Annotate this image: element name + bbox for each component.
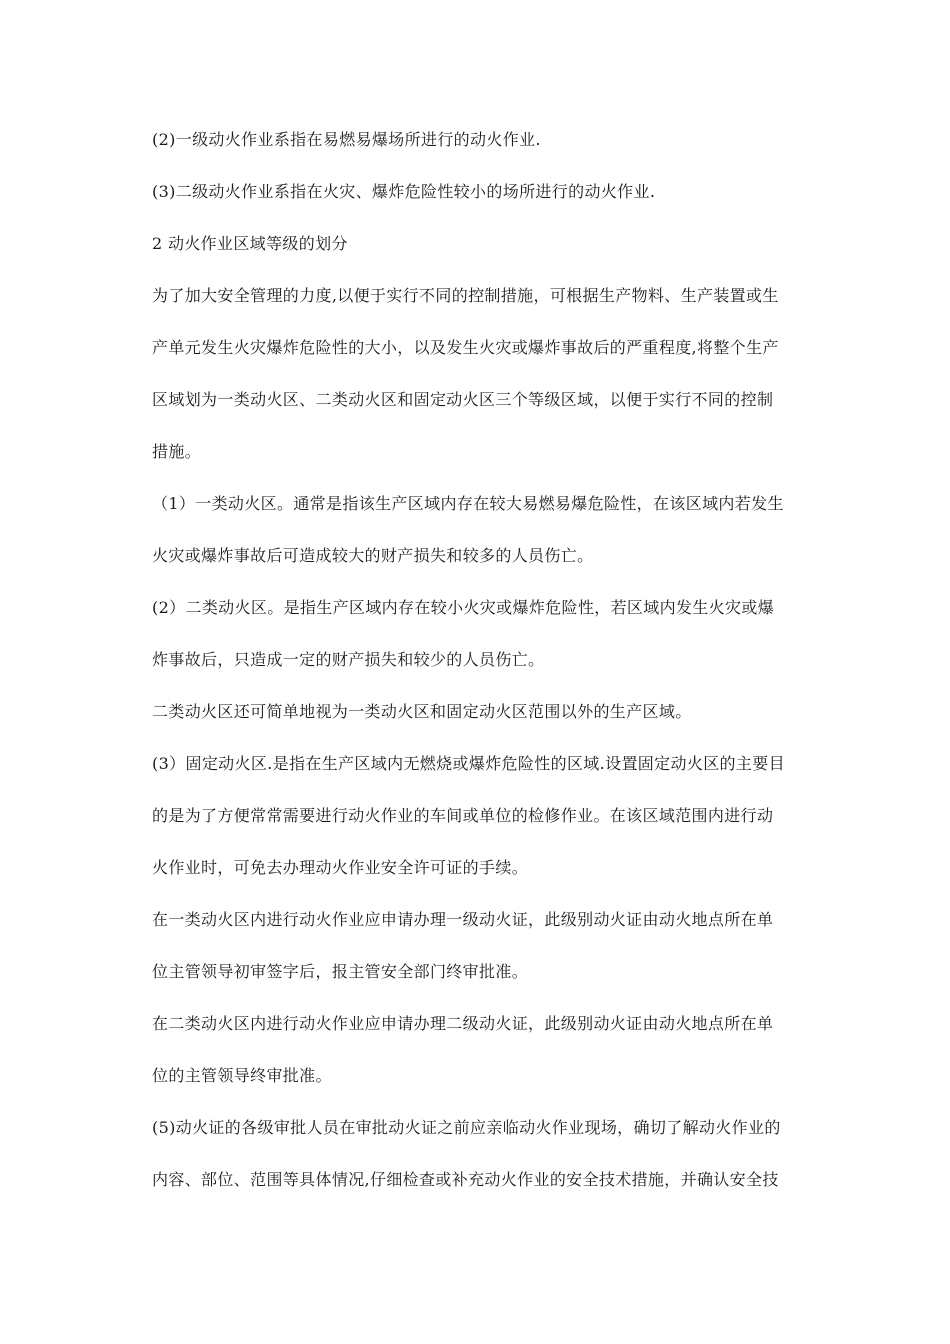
paragraph-first-level-hot-work [152,124,812,176]
text-line: 措施。 [152,442,202,461]
paragraph-class-two-note [152,696,812,748]
text-line: 炸事故后，只造成一定的财产损失和较少的人员伤亡。 [152,650,545,669]
paragraph-fixed-zone [152,748,812,904]
paragraph-class-two-permit [152,1008,812,1112]
text-line: 的是为了方便常常需要进行动火作业的车间或单位的检修作业。在该区域范围内进行动 [152,806,774,825]
text-line: (2)一级动火作业系指在易燃易爆场所进行的动火作业. [152,130,541,149]
text-line: 火作业时，可免去办理动火作业安全许可证的手续。 [152,858,529,877]
paragraph-class-one-zone [152,488,812,592]
text-line: 二类动火区还可简单地视为一类动火区和固定动火区范围以外的生产区域。 [152,702,692,721]
paragraph-approver-duties [152,1112,812,1216]
text-line: 在二类动火区内进行动火作业应申请办理二级动火证，此级别动火证由动火地点所在单 [152,1014,774,1033]
text-line: 产单元发生火灾爆炸危险性的大小，以及发生火灾或爆炸事故后的严重程度,将整个生产 [152,338,779,357]
text-line: （1）一类动火区。通常是指该生产区域内存在较大易燃易爆危险性，在该区域内若发生 [152,494,784,513]
text-line: 位的主管领导终审批准。 [152,1066,332,1085]
document-body [152,124,812,1216]
text-line: (2）二类动火区。是指生产区域内存在较小火灾或爆炸危险性，若区域内发生火灾或爆 [152,598,775,617]
text-line: 为了加大安全管理的力度,以便于实行不同的控制措施，可根据生产物料、生产装置或生 [152,286,779,305]
text-line: 内容、部位、范围等具体情况,仔细检查或补充动火作业的安全技术措施，并确认安全技 [152,1170,779,1189]
text-line: 在一类动火区内进行动火作业应申请办理一级动火证，此级别动火证由动火地点所在单 [152,910,774,929]
text-line: 区域划为一类动火区、二类动火区和固定动火区三个等级区域，以便于实行不同的控制 [152,390,774,409]
paragraph-class-one-permit [152,904,812,1008]
paragraph-class-two-zone [152,592,812,696]
paragraph-second-level-hot-work [152,176,812,228]
section-heading: 2 动火作业区域等级的划分 [152,234,348,253]
text-line: 火灾或爆炸事故后可造成较大的财产损失和较多的人员伤亡。 [152,546,594,565]
text-line: 位主管领导初审签字后，报主管安全部门终审批准。 [152,962,529,981]
section-heading-zone-classification [152,228,812,280]
text-line: (3）固定动火区.是指在生产区域内无燃烧或爆炸危险性的区域.设置固定动火区的主要目 [152,754,785,773]
text-line: (5)动火证的各级审批人员在审批动火证之前应亲临动火作业现场，确切了解动火作业的 [152,1118,781,1137]
text-line: (3)二级动火作业系指在火灾、爆炸危险性较小的场所进行的动火作业. [152,182,656,201]
paragraph-zone-intro [152,280,812,488]
